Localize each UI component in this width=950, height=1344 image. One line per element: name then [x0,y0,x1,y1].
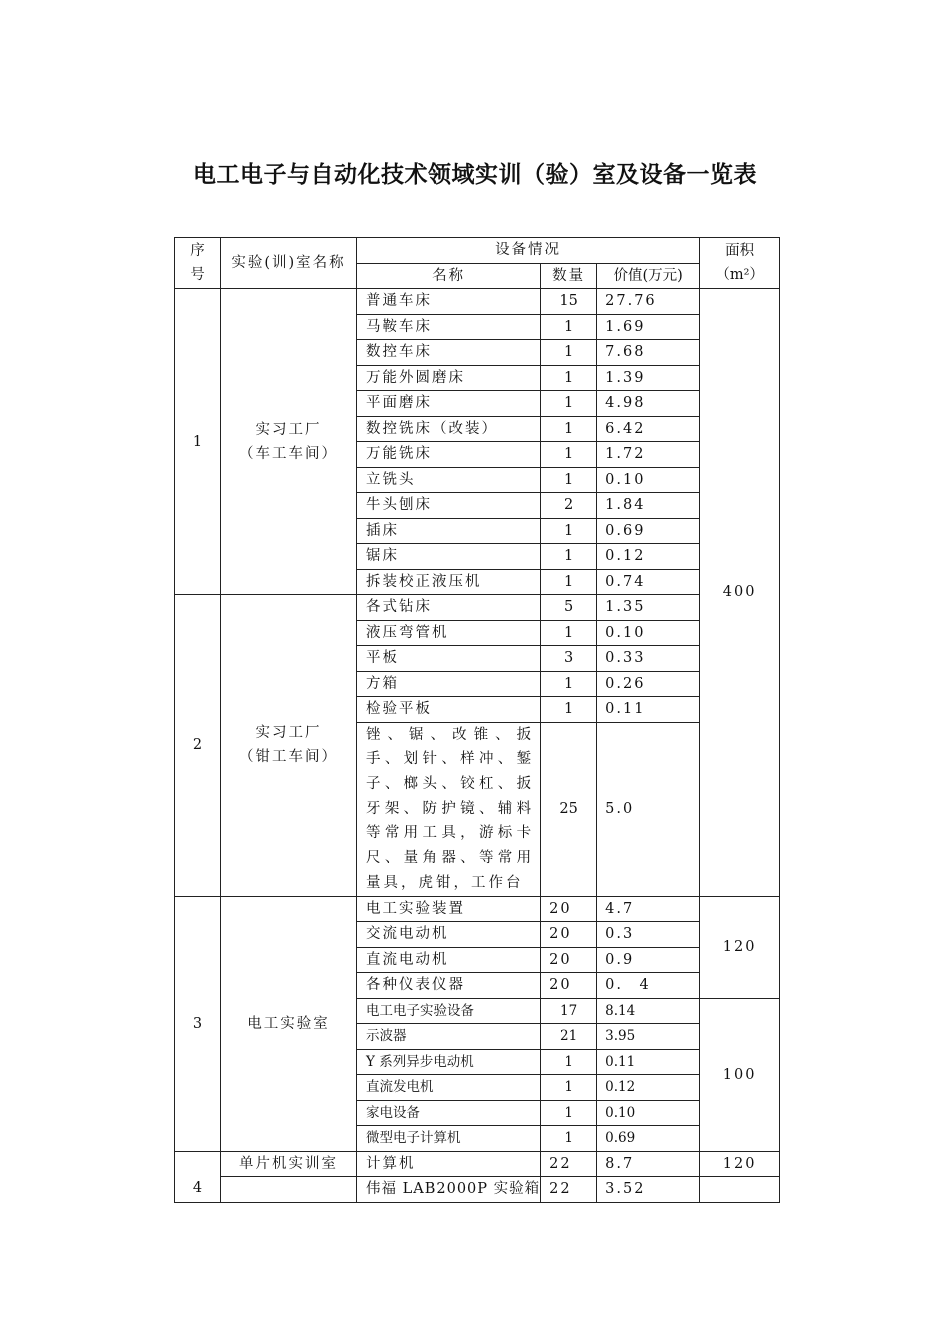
item-value: 0.12 [597,544,700,570]
item-name: 示波器 [357,1024,541,1050]
item-name: 各种仪表仪器 [357,973,541,999]
item-name: 计算机 [357,1151,541,1177]
item-name: 直流发电机 [357,1075,541,1101]
group1-room-line1: 实习工厂 [255,421,322,438]
item-qty: 21 [541,1024,597,1050]
item-value: 0.12 [597,1075,700,1101]
item-qty: 22 [541,1151,597,1177]
group1-seq: 1 [175,289,221,595]
group4-seq: 4 [175,1151,221,1202]
item-name: 锯床 [357,544,541,570]
item-value: 0.11 [597,697,700,723]
item-qty: 20 [541,896,597,922]
item-name: 牛头刨床 [357,493,541,519]
item-value: 0.69 [597,1126,700,1152]
item-qty: 1 [541,442,597,468]
item-qty: 17 [541,998,597,1024]
item-name: 家电设备 [357,1100,541,1126]
item-value: 1.72 [597,442,700,468]
header-seq [175,238,221,289]
item-qty: 1 [541,314,597,340]
group4-room-empty [221,1177,357,1203]
item-name: 立铣头 [357,467,541,493]
item-value: 0.10 [597,620,700,646]
item-qty: 5 [541,595,597,621]
header-area-bottom: （m²） [715,267,764,283]
header-name: 名称 [357,263,541,289]
group4-area: 120 [700,1151,780,1177]
item-qty: 1 [541,467,597,493]
page-title: 电工电子与自动化技术领域实训（验）室及设备一览表 [193,162,757,188]
table-row [175,289,780,315]
item-name: 伟福 LAB2000P 实验箱 [357,1177,541,1203]
item-value: 0.9 [597,947,700,973]
group3-room: 电工实验室 [221,896,357,1151]
item-value: 4.7 [597,896,700,922]
item-name: 数控铣床（改装） [357,416,541,442]
item-value: 0.11 [597,1049,700,1075]
item-qty: 1 [541,1049,597,1075]
item-name: 微型电子计算机 [357,1126,541,1152]
item-name: 方箱 [357,671,541,697]
table-row [175,1151,780,1177]
item-value: 0.3 [597,922,700,948]
item-name: 马鞍车床 [357,314,541,340]
item-qty: 2 [541,493,597,519]
header-row [175,238,780,264]
group3-area-b: 100 [700,998,780,1151]
header-seq-top: 序 [190,243,205,259]
item-name: 平面磨床 [357,391,541,417]
item-qty: 1 [541,391,597,417]
item-name: 各式钻床 [357,595,541,621]
header-value: 价值(万元) [597,263,700,289]
item-qty: 1 [541,340,597,366]
item-name: 平板 [357,646,541,672]
item-name: 电工电子实验设备 [357,998,541,1024]
item-name: 电工实验装置 [357,896,541,922]
item-value: 1.69 [597,314,700,340]
item-value: 7.68 [597,340,700,366]
item-value: 6.42 [597,416,700,442]
group3-seq: 3 [175,896,221,1151]
item-value: 0. 4 [597,973,700,999]
item-name: 万能铣床 [357,442,541,468]
item-value: 1.39 [597,365,700,391]
header-room-name: 实验(训)室名称 [221,238,357,289]
item-value: 27.76 [597,289,700,315]
item-qty: 15 [541,289,597,315]
item-name: 普通车床 [357,289,541,315]
item-qty: 1 [541,569,597,595]
item-name: 万能外圆磨床 [357,365,541,391]
table-row [175,1177,780,1203]
item-value: 5.0 [597,722,700,896]
item-value: 8.7 [597,1151,700,1177]
item-value: 0.26 [597,671,700,697]
item-qty: 1 [541,1100,597,1126]
group2-room-line2: （钳工车间） [239,749,338,766]
item-value: 0.33 [597,646,700,672]
item-qty: 20 [541,922,597,948]
item-name: 检验平板 [357,697,541,723]
item-value: 4.98 [597,391,700,417]
item-value: 3.52 [597,1177,700,1203]
item-qty: 1 [541,416,597,442]
item-value: 1.35 [597,595,700,621]
item-value: 0.10 [597,467,700,493]
item-name: 锉、锯、改锥、扳手、划针、样冲、錾子、榔头、铰杠、扳牙架、防护镜、辅料等常用工具，游标卡尺、量角器、等常用量具，虎钳，工作台 [357,722,541,896]
item-qty: 25 [541,722,597,896]
group2-room [221,595,357,897]
item-qty: 20 [541,973,597,999]
group2-seq: 2 [175,595,221,897]
workshop-area: 400 [700,289,780,897]
group4-room: 单片机实训室 [221,1151,357,1177]
item-value: 8.14 [597,998,700,1024]
item-name: 直流电动机 [357,947,541,973]
group3-area-a: 120 [700,896,780,998]
item-value: 3.95 [597,1024,700,1050]
table-row [175,896,780,922]
item-qty: 20 [541,947,597,973]
item-name: 交流电动机 [357,922,541,948]
item-qty: 3 [541,646,597,672]
item-qty: 1 [541,365,597,391]
item-qty: 1 [541,671,597,697]
header-area-top: 面积 [725,243,755,259]
header-area [700,238,780,289]
item-value: 0.69 [597,518,700,544]
item-qty: 22 [541,1177,597,1203]
item-qty: 1 [541,620,597,646]
item-name: 插床 [357,518,541,544]
header-qty: 数量 [541,263,597,289]
item-qty: 1 [541,1126,597,1152]
item-name: 数控车床 [357,340,541,366]
item-qty: 1 [541,518,597,544]
header-seq-bottom: 号 [190,267,205,283]
item-name: 拆装校正液压机 [357,569,541,595]
item-qty: 1 [541,697,597,723]
group2-room-line1: 实习工厂 [255,725,322,742]
item-value: 0.74 [597,569,700,595]
item-name: Y 系列异步电动机 [357,1049,541,1075]
item-qty: 1 [541,544,597,570]
item-qty: 1 [541,1075,597,1101]
group1-room [221,289,357,595]
table-row [175,595,780,621]
item-name: 液压弯管机 [357,620,541,646]
equipment-table [174,237,780,1203]
item-value: 1.84 [597,493,700,519]
header-equipment: 设备情况 [357,238,700,264]
group1-room-line2: （车工车间） [239,445,338,462]
group4-area-empty [700,1177,780,1203]
item-value: 0.10 [597,1100,700,1126]
